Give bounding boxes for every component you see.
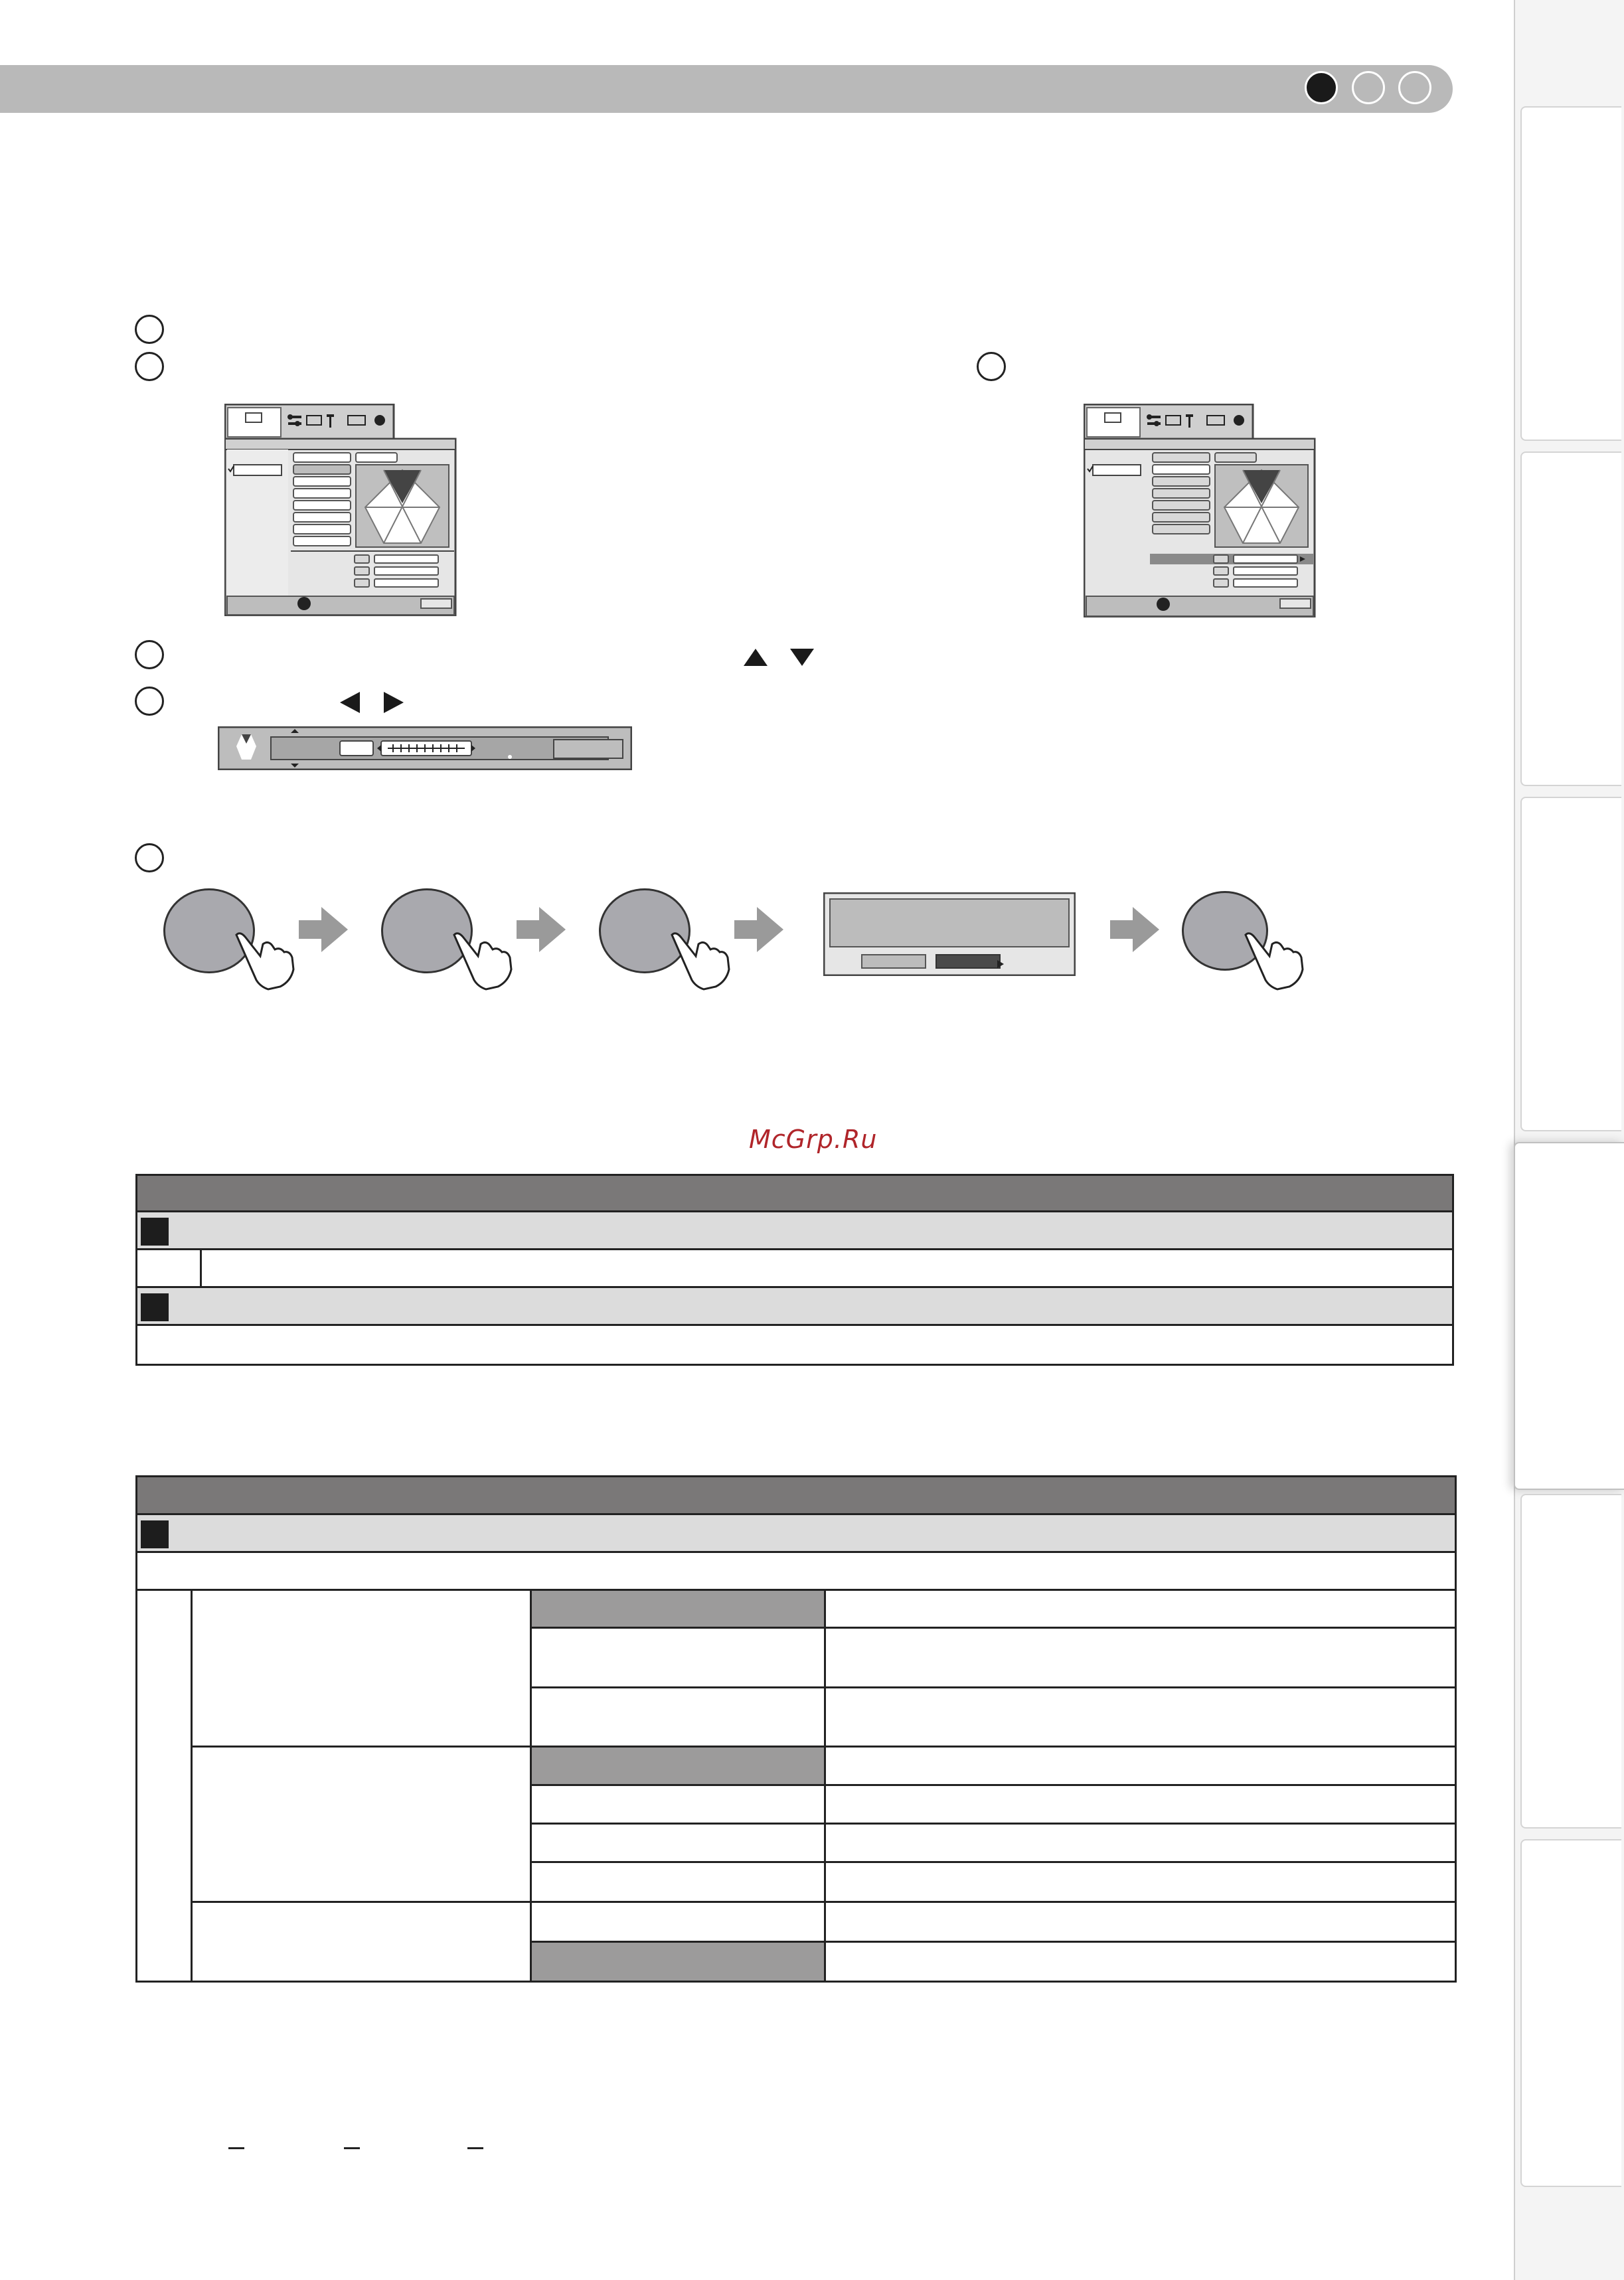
table-2-section-marker [141, 1520, 169, 1548]
footnote-dash-2 [344, 2147, 360, 2149]
table-2-group-1-desc-3 [824, 1686, 1457, 1748]
menu-screen-a [224, 404, 457, 616]
menu-screen-b-illustration [1084, 404, 1316, 617]
table-2-group-2-desc-1 [824, 1746, 1457, 1786]
settings-table-2 [135, 1475, 1457, 1983]
table-2-group-2-option-4 [530, 1861, 826, 1903]
footnote-dash-1 [228, 2147, 244, 2149]
step-circle-2 [135, 352, 164, 381]
table-1-section-2-marker [141, 1293, 169, 1321]
sequence-arrow-4-stem [1110, 920, 1134, 939]
sequence-arrow-3-stem [734, 920, 758, 939]
table-2-group-3-option-1 [530, 1901, 826, 1943]
header-band [0, 65, 1453, 113]
step-circle-1 [135, 315, 164, 344]
sequence-arrow-2-stem [517, 920, 540, 939]
table-2-header [135, 1475, 1457, 1515]
side-tab-3[interactable] [1520, 797, 1621, 1131]
side-tab-5[interactable] [1520, 1494, 1621, 1829]
pointing-hand-icon [1243, 930, 1307, 991]
table-2-group-1-option-1 [530, 1589, 826, 1629]
menu-screen-a-illustration [224, 404, 457, 616]
settings-table-1 [135, 1174, 1454, 1368]
adjustment-bar [218, 726, 632, 770]
table-2-group-3-desc-1 [824, 1901, 1457, 1943]
sequence-arrow-1-stem [299, 920, 323, 939]
table-1-header [135, 1174, 1454, 1212]
table-2-group-2-desc-2 [824, 1784, 1457, 1825]
up-triangle-icon [742, 647, 769, 667]
sequence-arrow-3 [757, 907, 783, 952]
down-triangle-icon [789, 647, 815, 667]
table-2-group-3-option-2 [530, 1941, 826, 1983]
pointing-hand-icon [234, 930, 297, 991]
watermark: McGrp.Ru [749, 1125, 878, 1154]
sequence-arrow-4 [1133, 907, 1159, 952]
table-1-note-row [135, 1324, 1454, 1366]
table-2-group-2-option-1 [530, 1746, 826, 1786]
sequence-arrow-1 [321, 907, 348, 952]
table-2-section [135, 1513, 1457, 1553]
table-2-group-1-option-3 [530, 1686, 826, 1748]
table-2-left-column [135, 1589, 193, 1983]
table-1-row-value [200, 1248, 1454, 1288]
step-circle-4 [135, 640, 164, 669]
menu-screen-b [1084, 404, 1316, 617]
page-indicator-dot-3 [1398, 71, 1431, 104]
side-tab-6[interactable] [1520, 1839, 1621, 2187]
table-2-group-1-desc-1 [824, 1589, 1457, 1629]
table-2-group-3-desc-2 [824, 1941, 1457, 1983]
table-1-section-2 [135, 1286, 1454, 1326]
table-2-group-2-desc-4 [824, 1861, 1457, 1903]
footnote-dash-3 [467, 2147, 483, 2149]
confirm-dialog [823, 892, 1076, 976]
table-2-group-2-label [191, 1746, 532, 1903]
table-2-group-2-desc-3 [824, 1823, 1457, 1863]
pointing-hand-icon [669, 930, 733, 991]
page-indicator-dot-2 [1352, 71, 1385, 104]
table-1-row-label [135, 1248, 202, 1288]
table-2-group-1-desc-2 [824, 1627, 1457, 1688]
step-circle-6 [135, 843, 164, 872]
confirm-dialog-left-option[interactable] [862, 955, 926, 968]
page-indicator-dot-1 [1305, 71, 1338, 104]
step-circle-5 [135, 687, 164, 716]
table-2-group-1-option-2 [530, 1627, 826, 1688]
table-2-group-2-option-3 [530, 1823, 826, 1863]
table-1-section-1 [135, 1210, 1454, 1250]
side-tab-1[interactable] [1520, 106, 1621, 441]
side-tab-2[interactable] [1520, 451, 1621, 786]
table-1-section-1-marker [141, 1218, 169, 1246]
step-circle-3 [977, 352, 1006, 381]
confirm-dialog-right-option[interactable] [936, 955, 1000, 968]
side-tab-4-active[interactable] [1514, 1142, 1624, 1490]
table-2-group-3-label [191, 1901, 532, 1983]
table-2-group-2-option-2 [530, 1784, 826, 1825]
sequence-arrow-2 [539, 907, 566, 952]
pointing-hand-icon [451, 930, 515, 991]
left-triangle-icon [339, 691, 361, 714]
right-triangle-icon [382, 691, 405, 714]
table-2-note-row [135, 1551, 1457, 1591]
table-2-group-1-label [191, 1589, 532, 1748]
